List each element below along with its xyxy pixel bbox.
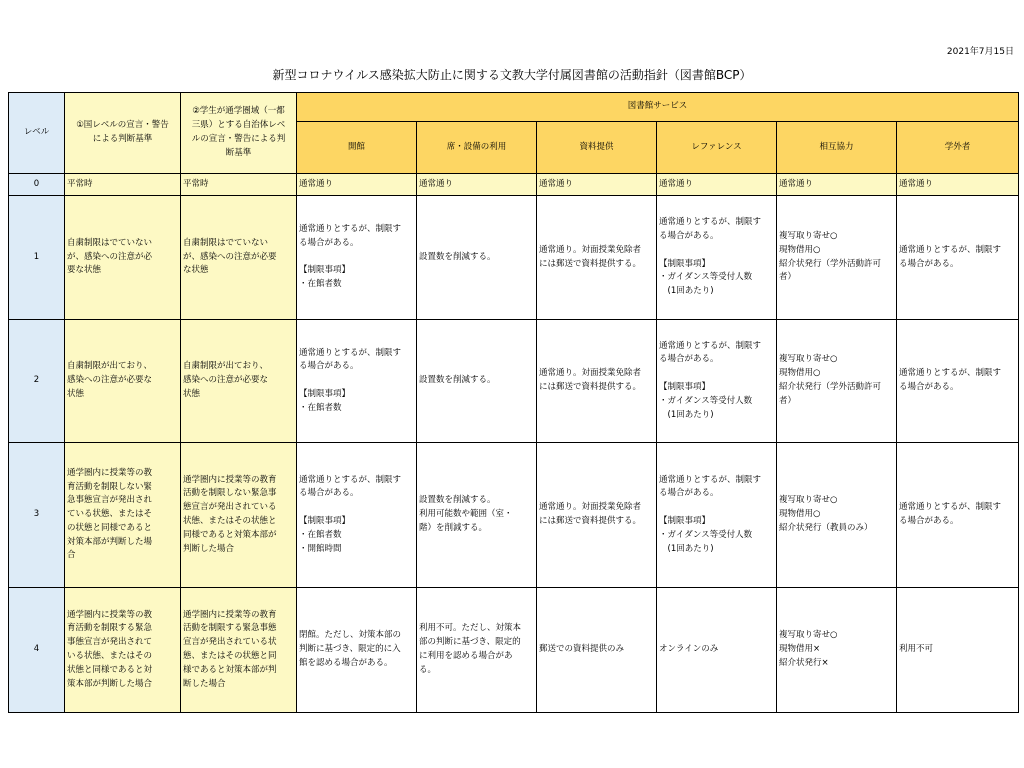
service-seats-cell: 設置数を削減する。 利用可能数や範囲（室・ 階）を削減する。 <box>417 443 537 588</box>
service-materials-cell: 通常通り <box>537 174 657 196</box>
service-materials-cell: 通常通り。対面授業免除者 には郵送で資料提供する。 <box>537 320 657 443</box>
criteria-local-cell: 通学圏内に授業等の教育 活動を制限しない緊急事 態宣言が発出されている 状態、またはその状態と 同様であると対策本部が 判断した場合 <box>181 443 297 588</box>
level-cell: 1 <box>9 196 65 320</box>
criteria-national-cell: 通学圏内に授業等の教 育活動を制限しない緊 急事態宣言が発出され ている状態、またはそ の状態と同様であると 対策本部が判断した場 合 <box>65 443 181 588</box>
service-interlibrary-cell: 複写取り寄せ○ 現物借用○ 紹介状発行（学外活動許可 者） <box>777 196 897 320</box>
header-row-1 <box>9 93 1019 122</box>
bcp-table <box>8 92 1019 713</box>
service-external-cell: 通常通り <box>897 174 1019 196</box>
service-external-cell: 利用不可 <box>897 588 1019 713</box>
service-interlibrary-cell: 通常通り <box>777 174 897 196</box>
criteria-national-cell: 平常時 <box>65 174 181 196</box>
service-external-cell: 通常通りとするが、制限す る場合がある。 <box>897 320 1019 443</box>
service-seats-cell: 利用不可。ただし、対策本 部の判断に基づき、限定的 に利用を認める場合があ る。 <box>417 588 537 713</box>
header-library-services: 図書館サービス <box>297 93 1019 122</box>
level-row-3 <box>9 443 1019 588</box>
service-reference-cell: 通常通りとするが、制限す る場合がある。 【制限事項】 ・ガイダンス等受付人数 (1回あたり) <box>657 196 777 320</box>
service-interlibrary-cell: 複写取り寄せ○ 現物借用○ 紹介状発行（学外活動許可 者） <box>777 320 897 443</box>
service-opening-cell: 閉館。ただし、対策本部の 判断に基づき、限定的に入 館を認める場合がある。 <box>297 588 417 713</box>
header-service-external: 学外者 <box>897 122 1019 174</box>
header-service-materials: 資料提供 <box>537 122 657 174</box>
service-seats-cell: 通常通り <box>417 174 537 196</box>
document-date: 2021年7月15日 <box>946 47 1014 57</box>
criteria-national-cell: 自粛制限はでていない が、感染への注意が必 要な状態 <box>65 196 181 320</box>
service-seats-cell: 設置数を削減する。 <box>417 196 537 320</box>
criteria-local-cell: 自粛制限はでていない が、感染への注意が必要 な状態 <box>181 196 297 320</box>
service-external-cell: 通常通りとするが、制限す る場合がある。 <box>897 443 1019 588</box>
document-title: 新型コロナウイルス感染拡大防止に関する文教大学付属図書館の活動指針（図書館BCP） <box>272 68 752 82</box>
service-reference-cell: 通常通りとするが、制限す る場合がある。 【制限事項】 ・ガイダンス等受付人数 (1回あたり) <box>657 443 777 588</box>
level-cell: 2 <box>9 320 65 443</box>
criteria-national-cell: 自粛制限が出ており、 感染への注意が必要な 状態 <box>65 320 181 443</box>
service-reference-cell: 通常通り <box>657 174 777 196</box>
service-interlibrary-cell: 複写取り寄せ○ 現物借用○ 紹介状発行（教員のみ） <box>777 443 897 588</box>
service-reference-cell: オンラインのみ <box>657 588 777 713</box>
service-opening-cell: 通常通りとするが、制限す る場合がある。 【制限事項】 ・在館者数 <box>297 196 417 320</box>
service-materials-cell: 郵送での資料提供のみ <box>537 588 657 713</box>
service-external-cell: 通常通りとするが、制限す る場合がある。 <box>897 196 1019 320</box>
criteria-local-cell: 平常時 <box>181 174 297 196</box>
header-level: レベル <box>9 93 65 174</box>
service-seats-cell: 設置数を削減する。 <box>417 320 537 443</box>
service-reference-cell: 通常通りとするが、制限す る場合がある。 【制限事項】 ・ガイダンス等受付人数 (1回あたり) <box>657 320 777 443</box>
service-materials-cell: 通常通り。対面授業免除者 には郵送で資料提供する。 <box>537 443 657 588</box>
header-service-seats: 席・設備の利用 <box>417 122 537 174</box>
service-opening-cell: 通常通りとするが、制限す る場合がある。 【制限事項】 ・在館者数 <box>297 320 417 443</box>
level-row-2 <box>9 320 1019 443</box>
level-row-4 <box>9 588 1019 713</box>
service-interlibrary-cell: 複写取り寄せ○ 現物借用× 紹介状発行× <box>777 588 897 713</box>
service-opening-cell: 通常通りとするが、制限す る場合がある。 【制限事項】 ・在館者数 ・開館時間 <box>297 443 417 588</box>
criteria-local-cell: 自粛制限が出ており、 感染への注意が必要な 状態 <box>181 320 297 443</box>
service-opening-cell: 通常通り <box>297 174 417 196</box>
header-criteria-local: ②学生が通学圏域（一都 三県）とする自治体レベ ルの宣言・警告による判 断基準 <box>181 93 297 174</box>
level-cell: 4 <box>9 588 65 713</box>
level-row-0 <box>9 174 1019 196</box>
level-cell: 3 <box>9 443 65 588</box>
header-service-reference: レファレンス <box>657 122 777 174</box>
service-materials-cell: 通常通り。対面授業免除者 には郵送で資料提供する。 <box>537 196 657 320</box>
header-criteria-national: ①国レベルの宣言・警告 による判断基準 <box>65 93 181 174</box>
level-row-1 <box>9 196 1019 320</box>
level-cell: 0 <box>9 174 65 196</box>
criteria-national-cell: 通学圏内に授業等の教 育活動を制限する緊急 事態宣言が発出されて いる状態、またはその 状態と同様であると対 策本部が判断した場合 <box>65 588 181 713</box>
header-service-opening: 開館 <box>297 122 417 174</box>
criteria-local-cell: 通学圏内に授業等の教育 活動を制限する緊急事態 宣言が発出されている状 態、またはその状態と同 様であると対策本部が判 断した場合 <box>181 588 297 713</box>
header-service-interlibrary: 相互協力 <box>777 122 897 174</box>
